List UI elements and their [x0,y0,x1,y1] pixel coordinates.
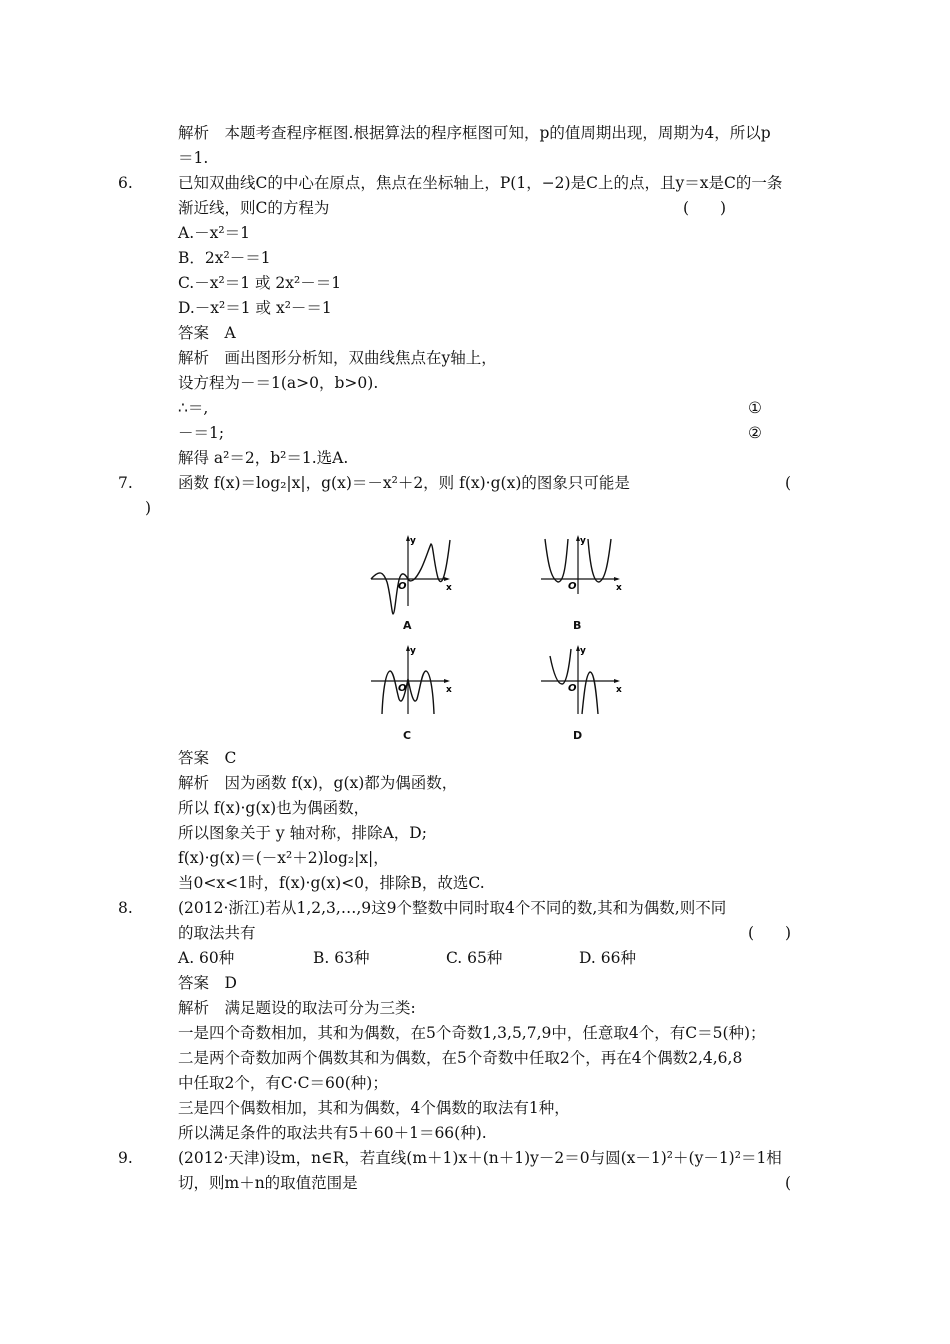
q7-analysis-line1 [178,771,457,796]
q6-answer [178,321,236,346]
q9-stem-line1: (2012·天津)设m，n∈R，若直线(m＋1)x＋(n＋1)y－2＝0与圆(x－1)²＋(y－1)²＝1相 [178,1149,782,1167]
q6-analysis-line3: ∴＝, [178,399,209,417]
q5-analysis-line1 [178,121,771,146]
q7-figure-b [538,534,633,634]
q7-d-y-axis: y [580,646,586,656]
q7-figure-c-label: C [403,729,412,742]
q6-option-c: C.－x²＝1 或 2x²－＝1 [178,274,342,292]
q7-graph-c [368,644,463,744]
q8-option-a: A. 60种 [178,949,235,967]
q8-analysis-line5: 三是四个偶数相加，其和为偶数，4个偶数的取法有1种， [178,1099,570,1117]
q6-option-d: D.－x²＝1 或 x²－＝1 [178,299,332,317]
q7-paren-close: ) [145,499,152,517]
q7-figure-d-label: D [573,729,583,742]
q6-answer-paren: ( ) [683,199,727,217]
q7-figure-a [368,534,463,634]
q7-b-y-axis: y [580,536,586,546]
q8-analysis-line4: 中任取2个，有C·C＝60(种)； [178,1074,388,1092]
q6-number: 6. [118,174,133,192]
q7-graph-b [538,534,633,634]
q9-stem-line2: 切，则m＋n的取值范围是 [178,1174,358,1192]
q7-figure-d [538,644,633,744]
q7-a-origin: O [398,581,407,592]
q8-answer [178,971,237,996]
q6-stem-line2: 渐近线，则C的方程为 [178,199,330,217]
q8-analysis-line6: 所以满足条件的取法共有5＋60＋1＝66(种). [178,1124,487,1142]
q7-analysis-text: 因为函数 f(x)，g(x)都为偶函数， [224,774,458,792]
q6-option-b: B．2x²－＝1 [178,249,271,267]
q5-analysis-text: 本题考查程序框图.根据算法的程序框图可知，p的值周期出现，周期为4，所以p [224,124,771,142]
q7-c-x-axis: x [446,685,452,695]
q6-answer-label: 答案 [178,324,210,342]
q7-figure-c [368,644,463,744]
q6-analysis-line4: －＝1; [178,424,225,442]
q8-option-b: B. 63种 [313,949,370,967]
q6-analysis-label: 解析 [178,349,210,367]
q7-analysis-line5: 当0<x<1时，f(x)·g(x)<0，排除B，故选C. [178,874,485,892]
q8-answer-label: 答案 [178,974,210,992]
q7-a-y-axis: y [410,536,416,546]
q6-answer-value: A [224,324,236,342]
q7-answer [178,746,236,771]
q7-c-y-axis: y [410,646,416,656]
q6-mark-2: ② [748,424,762,442]
q5-analysis-line2: ＝1. [178,149,209,167]
q6-mark-1: ① [748,399,762,417]
q7-b-origin: O [568,581,577,592]
q7-figure-a-label: A [403,619,412,632]
q8-answer-value: D [224,974,237,992]
q7-b-x-axis: x [616,583,622,593]
q6-analysis-line1 [178,346,497,371]
q7-a-x-axis: x [446,583,452,593]
q7-graph-a [368,534,463,634]
q8-number: 8. [118,899,133,917]
q8-option-c: C. 65种 [446,949,503,967]
q6-analysis-text: 画出图形分析知，双曲线焦点在y轴上， [224,349,497,367]
q7-analysis-line2: 所以 f(x)·g(x)也为偶函数， [178,799,370,817]
q7-figure-b-label: B [573,619,582,632]
q7-d-x-axis: x [616,685,622,695]
q5-analysis-label: 解析 [178,124,210,142]
q8-stem-line1: (2012·浙江)若从1,2,3,…,9这9个整数中同时取4个不同的数,其和为偶数,则不同 [178,899,727,917]
q9-paren-open: ( [785,1174,792,1192]
q7-answer-label: 答案 [178,749,210,767]
q8-analysis-line3: 二是两个奇数加两个偶数其和为偶数，在5个奇数中任取2个，再在4个偶数2,4,6,8 [178,1049,743,1067]
q8-option-d: D. 66种 [579,949,636,967]
q8-analysis-line2: 一是四个奇数相加，其和为偶数，在5个奇数1,3,5,7,9中，任意取4个，有C＝5(种)； [178,1024,766,1042]
q6-analysis-line5: 解得 a²＝2，b²＝1.选A. [178,449,349,467]
q7-figure-grid [360,526,630,751]
q7-d-origin: O [568,683,577,694]
q7-analysis-label: 解析 [178,774,210,792]
q7-analysis-line4: f(x)·g(x)＝(－x²＋2)log₂|x|， [178,849,389,867]
q6-analysis-line2: 设方程为－＝1(a>0，b>0). [178,374,379,392]
q6-option-a: A.－x²＝1 [178,224,250,242]
q7-paren-open: ( [785,474,792,492]
q7-answer-value: C [224,749,237,767]
q7-graph-d [538,644,633,744]
q6-stem-line1: 已知双曲线C的中心在原点，焦点在坐标轴上，P(1，−2)是C上的点，且y＝x是C的一条 [178,174,783,192]
q9-number: 9. [118,1149,133,1167]
q8-answer-paren: ( ) [748,924,792,942]
q7-number: 7. [118,474,133,492]
q8-analysis-line1 [178,996,416,1021]
q7-stem: 函数 f(x)＝log₂|x|，g(x)＝－x²＋2，则 f(x)·g(x)的图象只可能是 [178,474,630,492]
q8-analysis-text: 满足题设的取法可分为三类: [224,999,416,1017]
q7-c-origin: O [398,683,407,694]
q8-stem-line2: 的取法共有 [178,924,256,942]
q8-analysis-label: 解析 [178,999,210,1017]
q7-analysis-line3: 所以图象关于 y 轴对称，排除A，D; [178,824,427,842]
